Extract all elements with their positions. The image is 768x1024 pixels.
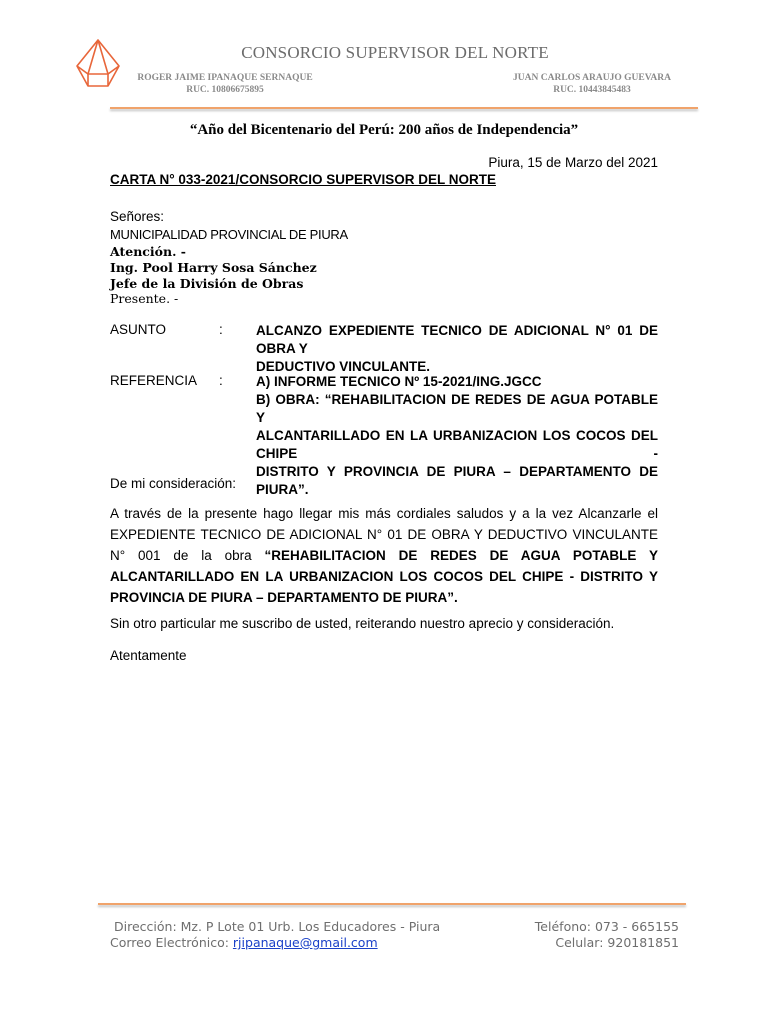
attention-label: Atención. - (110, 244, 186, 259)
header-divider (110, 107, 698, 109)
asunto-label: ASUNTO (110, 322, 167, 337)
presente-label: Presente. - (110, 291, 179, 306)
referencia-label: REFERENCIA (110, 373, 198, 388)
referencia-line: DISTRITO Y PROVINCIA DE PIURA – DEPARTAMENTO DE PIURA”. (256, 464, 658, 497)
asunto-line: ALCANZO EXPEDIENTE TECNICO DE ADICIONAL N° 01 DE OBRA Y (256, 323, 658, 356)
referencia-value (256, 373, 658, 499)
body-paragraph (110, 503, 658, 608)
footer-email-line (110, 935, 378, 950)
closing-salutation: Atentamente (110, 648, 187, 663)
representative-right-name: JUAN CARLOS ARAUJO GUEVARA (513, 73, 671, 83)
footer-phone: Teléfono: 073 - 665155 (534, 919, 679, 934)
asunto-value (256, 322, 658, 376)
email-link[interactable]: rjipanaque@gmail.com (232, 935, 378, 950)
letter-date: Piura, 15 de Marzo del 2021 (488, 155, 658, 170)
project-name: “REHABILITACION DE REDES DE AGUA POTABLE Y ALCANTARILLADO EN LA URBANIZACION LOS COCOS DEL CHIPE - DISTRITO Y PROVINCIA DE PIURA – DEPARTAMENTO DE PIURA”. (110, 548, 658, 605)
referencia-colon: : (219, 373, 223, 388)
letter-number-text: CARTA N° 033-2021/CONSORCIO SUPERVISOR DEL NORTE (110, 172, 496, 187)
asunto-line: DEDUCTIVO VINCULANTE. (256, 359, 431, 374)
representative-right-ruc: RUC. 10443845483 (553, 85, 631, 95)
closing-paragraph: Sin otro particular me suscribo de usted, reiterando nuestro aprecio y consideración. (110, 616, 615, 631)
recipient-name: Ing. Pool Harry Sosa Sánchez (110, 260, 317, 275)
footer-divider (98, 903, 686, 905)
salutation: Señores: (110, 209, 165, 224)
letter-number (110, 172, 496, 187)
representative-left (120, 72, 330, 96)
representative-right (492, 72, 692, 96)
referencia-line: ALCANTARILLADO EN LA URBANIZACION LOS COCOS DEL CHIPE - (256, 428, 658, 461)
footer-email-label: Correo Electrónico: (110, 935, 233, 950)
company-name: CONSORCIO SUPERVISOR DEL NORTE (241, 43, 549, 62)
footer-address: Dirección: Mz. P Lote 01 Urb. Los Educadores - Piura (114, 919, 441, 934)
representative-left-name: ROGER JAIME IPANAQUE SERNAQUE (137, 73, 313, 83)
referencia-line: B) OBRA: “REHABILITACION DE REDES DE AGUA POTABLE Y (256, 392, 658, 425)
referencia-line: A) INFORME TECNICO Nº 15-2021/ING.JGCC (256, 374, 542, 389)
representative-left-ruc: RUC. 10806675895 (186, 85, 264, 95)
year-motto: “Año del Bicentenario del Perú: 200 años de Independencia” (189, 122, 579, 138)
recipient-role: Jefe de la División de Obras (110, 276, 304, 291)
greeting: De mi consideración: (110, 476, 237, 491)
body-paragraph-text: A través de la presente hago llegar mis más cordiales saludos y a la vez Alcanzarle el EXPEDIENTE TECNICO DE ADICIONAL N° 01 DE OBRA Y DEDUCTIVO VINCULANTE N° 001 de la obra (110, 506, 658, 563)
asunto-colon: : (219, 322, 223, 337)
footer-cell: Celular: 920181851 (555, 935, 679, 950)
recipient-entity: MUNICIPALIDAD PROVINCIAL DE PIURA (110, 227, 348, 242)
